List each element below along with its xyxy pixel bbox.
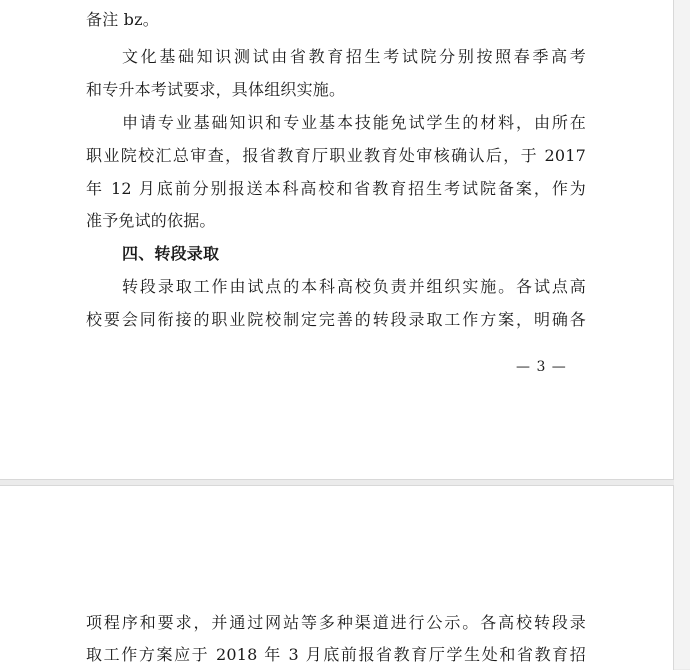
document-page-2 bbox=[0, 485, 674, 670]
text-line: 职业院校汇总审查，报省教育厅职业教育处审核确认后，于 2017 bbox=[86, 146, 586, 165]
text-line: 准予免试的依据。 bbox=[86, 211, 216, 230]
text-line: 和专升本考试要求，具体组织实施。 bbox=[86, 80, 346, 99]
paragraph-first-line: 申请专业基础知识和专业基本技能免试学生的材料，由所在 bbox=[122, 113, 586, 132]
paragraph-first-line: 文化基础知识测试由省教育招生考试院分别按照春季高考 bbox=[122, 47, 586, 66]
scroll-gutter bbox=[674, 0, 690, 669]
text-line: 备注 bz。 bbox=[86, 10, 159, 29]
text-line: 校要会同衔接的职业院校制定完善的转段录取工作方案，明确各 bbox=[86, 310, 586, 329]
text-line: 项程序和要求，并通过网站等多种渠道进行公示。各高校转段录 bbox=[86, 613, 586, 632]
page-number: — 3 — bbox=[516, 359, 567, 375]
text-line: 年 12 月底前分别报送本科高校和省教育招生考试院备案，作为 bbox=[86, 179, 586, 198]
text-line: 取工作方案应于 2018 年 3 月底前报省教育厅学生处和省教育招 bbox=[86, 645, 586, 664]
section-heading: 四、转段录取 bbox=[122, 244, 220, 263]
paragraph-first-line: 转段录取工作由试点的本科高校负责并组织实施。各试点高 bbox=[122, 277, 586, 296]
